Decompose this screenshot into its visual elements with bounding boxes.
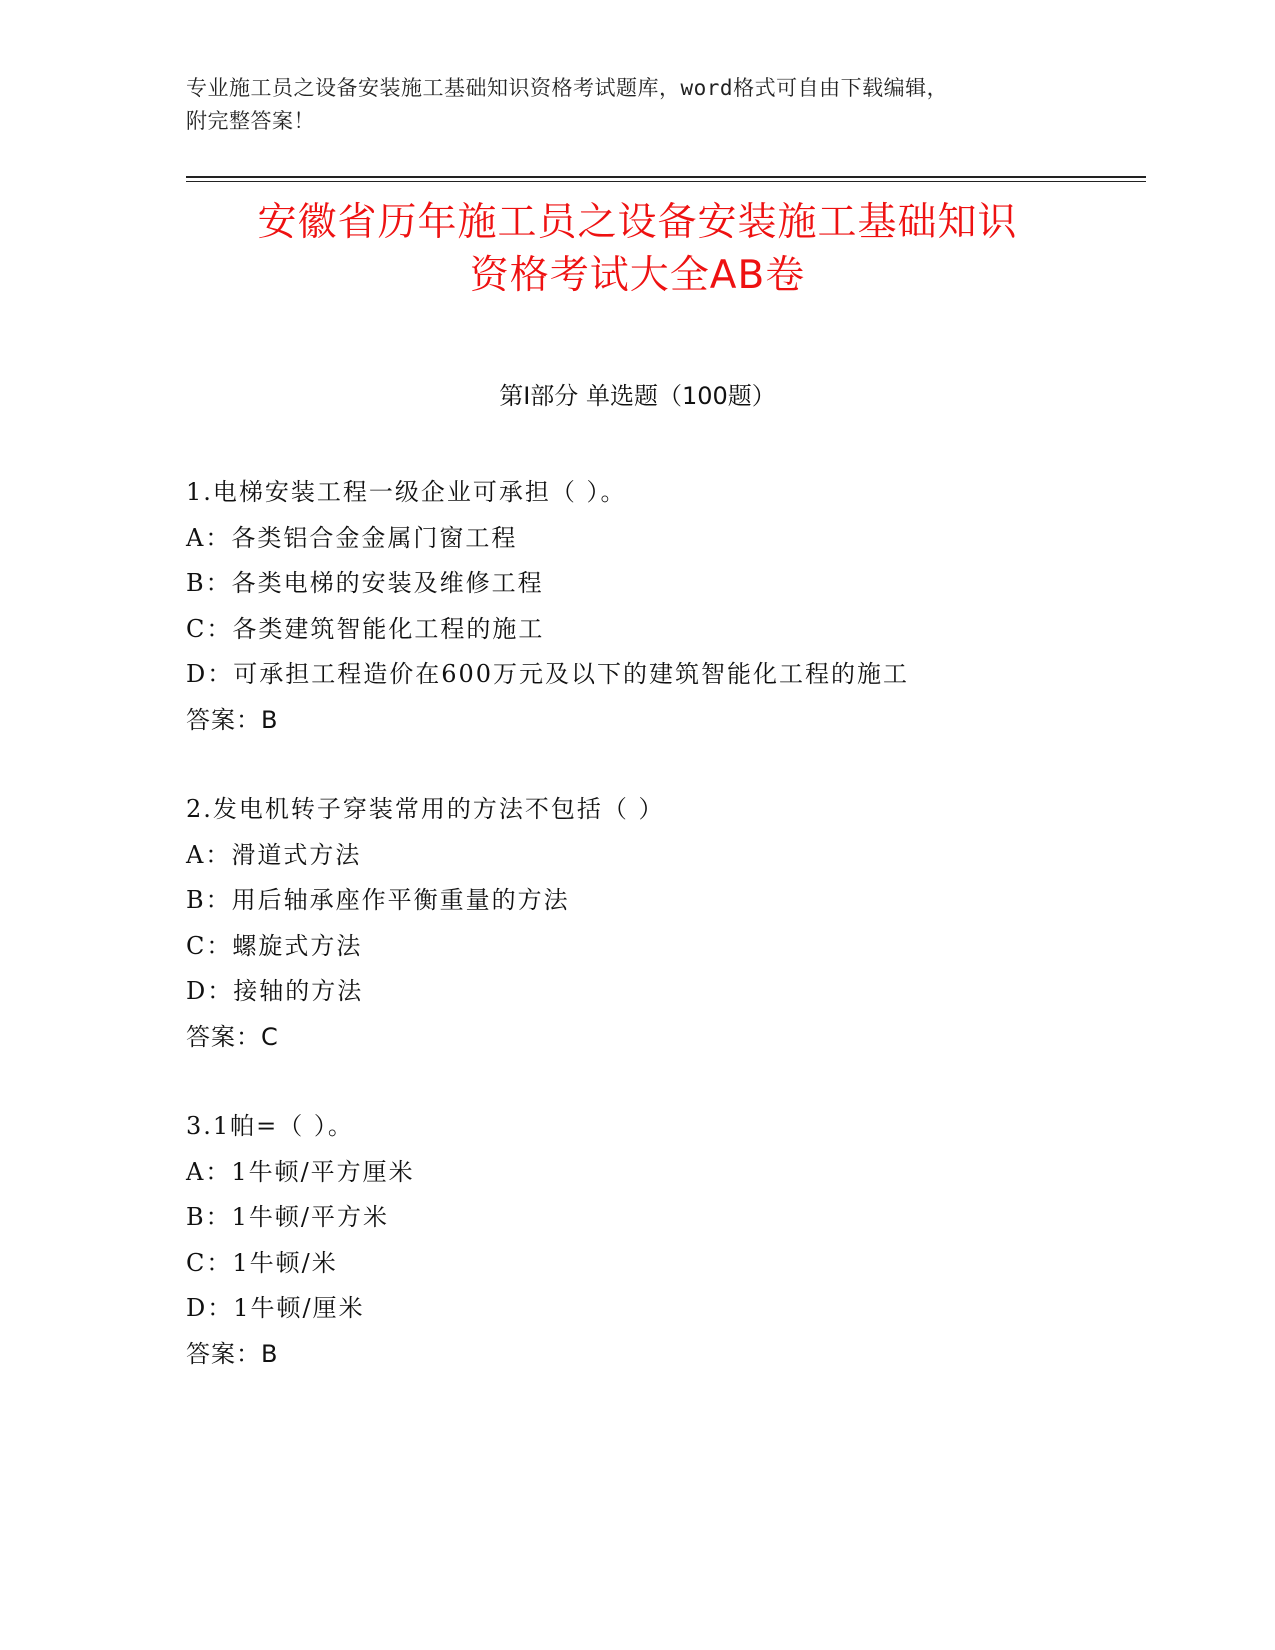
option-a: A：滑道式方法 <box>186 840 362 869</box>
option-b: B：用后轴承座作平衡重量的方法 <box>186 886 570 914</box>
option-d: D：1牛顿/厘米 <box>186 1294 365 1322</box>
answer-text: 答案：C <box>186 1022 279 1051</box>
header-note-line-1: 专业施工员之设备安装施工基础知识资格考试题库，word格式可自由下载编辑， <box>186 76 949 100</box>
option-b: B：1牛顿/平方米 <box>186 1203 389 1231</box>
header-divider-thick <box>186 176 1146 178</box>
option-b: B：各类电梯的安装及维修工程 <box>186 569 544 597</box>
question-2 <box>186 787 1146 1060</box>
document-title-line-1: 安徽省历年施工员之设备安装施工基础知识 <box>257 200 1018 245</box>
answer-text: 答案：B <box>186 705 279 734</box>
document-title <box>100 196 1175 302</box>
header-note <box>186 72 1066 138</box>
question-stem: 1.电梯安装工程一级企业可承担（ ）。 <box>186 478 627 506</box>
option-c: C：1牛顿/米 <box>186 1248 338 1277</box>
question-list <box>186 470 1146 1421</box>
option-d: D：接轴的方法 <box>186 977 364 1005</box>
option-d: D：可承担工程造价在600万元及以下的建筑智能化工程的施工 <box>186 660 910 688</box>
header-note-line-2: 附完整答案！ <box>186 109 315 133</box>
question-stem: 2.发电机转子穿装常用的方法不包括（ ） <box>186 795 665 823</box>
question-3 <box>186 1104 1146 1377</box>
answer-text: 答案：B <box>186 1339 279 1368</box>
section-title: 第I部分 单选题（100题） <box>499 382 776 410</box>
option-a: A：各类铝合金金属门窗工程 <box>186 523 518 552</box>
question-1 <box>186 470 1146 743</box>
option-c: C：各类建筑智能化工程的施工 <box>186 614 545 643</box>
option-c: C：螺旋式方法 <box>186 931 363 960</box>
question-stem: 3.1帕=（ ）。 <box>186 1112 354 1140</box>
option-a: A：1牛顿/平方厘米 <box>186 1157 415 1186</box>
header-divider-thin <box>186 181 1146 182</box>
document-title-line-2: 资格考试大全AB卷 <box>469 253 806 298</box>
